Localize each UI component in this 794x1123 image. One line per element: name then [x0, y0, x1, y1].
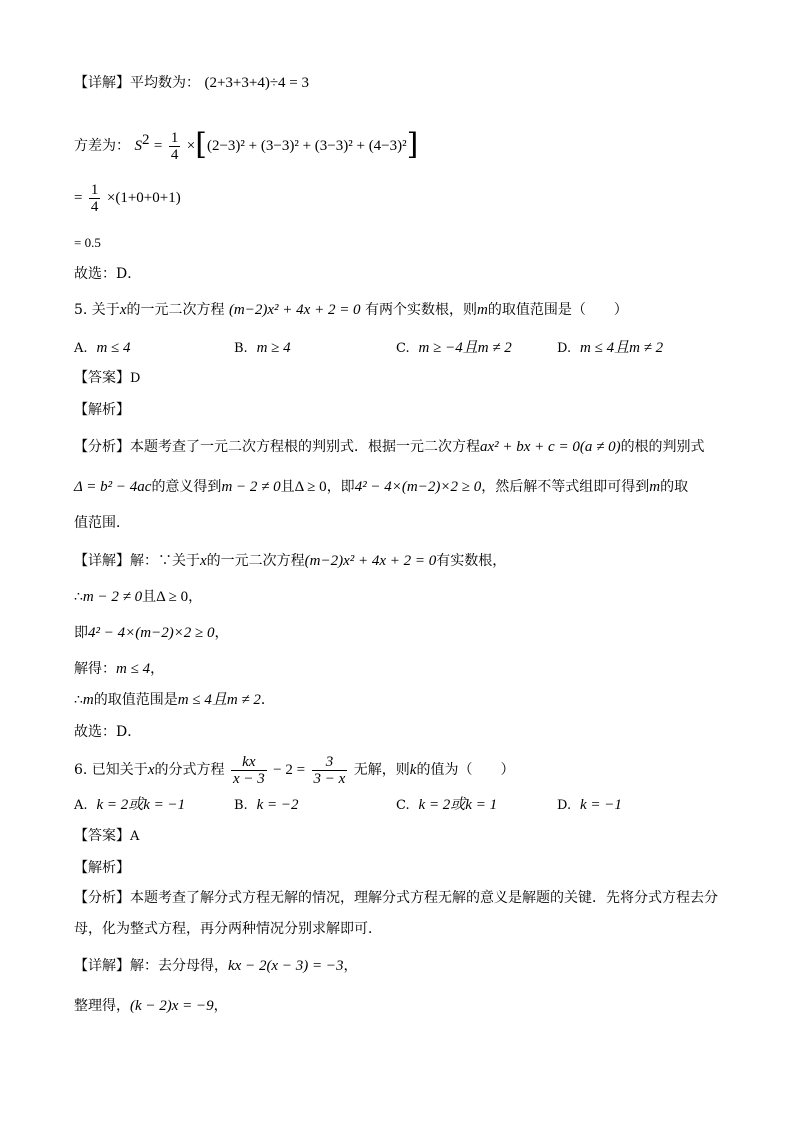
q6-stem: 6. 已知关于x的分式方程 $\frac{kx}{x - 3}$ − 2 = $\frac{3}{3 - x}$ 无解，则k的值为（ ） — [74, 753, 515, 787]
q5-stem-post: 有两个实数根，则 — [365, 302, 478, 318]
q4-second-line — [74, 180, 181, 216]
q6-analysis-p1: 【分析】本题考查了解分式方程无解的情况，理解分式方程无解的意义是解题的关键．先将分式方程去分 — [74, 890, 718, 906]
q5-analysis-tag: 【解析】 — [74, 402, 130, 418]
q5-detail-3: 即4² − 4×(m−2)×2 ≥ 0， — [74, 625, 229, 641]
variance-label: 方差为： — [74, 138, 130, 154]
fraction-one-quarter-2 — [89, 182, 101, 215]
q6-detail-1: 【详解】解：去分母得，kx − 2(x − 3) = −3， — [74, 958, 358, 974]
q5-equation: (m−2)x² + 4x + 2 = 0 — [228, 302, 361, 318]
fraction-one-quarter — [169, 130, 181, 163]
q5-stem-mid: 的一元二次方程 — [126, 302, 225, 318]
q6-fraction-kx: $\frac{kx}{x - 3}$ — [232, 753, 265, 787]
variance-terms: (2−3)² + (3−3)² + (3−3)² + (4−3)² — [206, 138, 407, 154]
q6-answer: A — [130, 829, 140, 844]
q6-option-b: B. k = −2 — [234, 797, 299, 813]
q5-analysis-p3: 值范围． — [74, 515, 130, 531]
q5-option-c: C. m ≥ −4且m ≠ 2 — [396, 340, 512, 356]
q5-stem-pre: 5. 关于 — [74, 302, 120, 318]
q5-detail-5: ∴m的取值范围是m ≤ 4且m ≠ 2． — [74, 692, 275, 708]
q4-variance-line — [74, 122, 418, 164]
left-bracket: [ — [195, 127, 207, 162]
mean-expression: (2+3+3+4)÷4 = 3 — [204, 75, 310, 91]
q6-detail-2: 整理得，(k − 2)x = −9， — [74, 998, 228, 1014]
q4-mean-line — [74, 73, 309, 93]
q6-option-a: A. k = 2或k = −1 — [74, 797, 186, 813]
right-bracket: ] — [406, 127, 419, 162]
q5-stem-end: 的取值范围是（ ） — [487, 302, 628, 318]
q4-choose: 故选：D． — [74, 266, 142, 282]
frac-denominator: 4 — [90, 198, 99, 215]
answer-tag: 【答案】 — [74, 370, 130, 386]
equals: = — [74, 190, 83, 206]
q5-choose: 故选：D． — [74, 724, 142, 740]
equals: = — [153, 138, 163, 154]
q5-answer: D — [130, 371, 141, 386]
q5-option-a: A. m ≤ 4 — [74, 340, 131, 356]
q5-detail-4: 解得：m ≤ 4， — [74, 661, 165, 677]
sum-expression: ×(1+0+0+1) — [106, 190, 181, 206]
q5-option-b: B. m ≥ 4 — [234, 340, 291, 356]
q4-result: = 0.5 — [74, 235, 101, 250]
times-sign: × — [186, 138, 196, 154]
q6-analysis-tag: 【解析】 — [74, 860, 130, 876]
answer-tag: 【答案】 — [74, 828, 130, 844]
frac-denominator: 4 — [170, 146, 179, 163]
q5-detail-2: ∴m − 2 ≠ 0且Δ ≥ 0， — [74, 589, 203, 605]
frac-numerator: 1 — [170, 129, 179, 146]
frac-numerator: 1 — [90, 181, 99, 198]
q5-var-x: x — [119, 302, 127, 318]
q5-var-m: m — [477, 302, 488, 318]
detail-tag: 【详解】 — [74, 75, 130, 91]
q6-option-c: C. k = 2或k = 1 — [396, 797, 498, 813]
general-quadratic: ax² + bx + c = 0(a ≠ 0) — [480, 439, 621, 455]
q5-answer-line — [74, 368, 140, 389]
q5-analysis-p2: Δ = b² − 4ac的意义得到m − 2 ≠ 0且Δ ≥ 0，即4² − 4×(m−2)×2 ≥ 0，然后解不等式组即可得到m的取 — [74, 479, 689, 495]
q6-answer-line — [74, 826, 139, 847]
q6-analysis-p2: 母，化为整式方程，再分两种情况分别求解即可． — [74, 921, 382, 937]
s-symbol: S — [134, 138, 142, 154]
q5-analysis-p1: 【分析】本题考查了一元二次方程根的判别式．根据一元二次方程ax² + bx + c = 0(a ≠ 0)的根的判别式 — [74, 439, 705, 455]
q5-option-d: D. m ≤ 4且m ≠ 2 — [557, 340, 664, 356]
mean-label: 平均数为： — [130, 75, 200, 91]
q5-detail-1: 【详解】解：∵关于x的一元二次方程(m−2)x² + 4x + 2 = 0有实数根， — [74, 553, 507, 569]
q5-stem — [74, 300, 628, 320]
q6-fraction-3: $\frac{3}{3 - x}$ — [313, 753, 346, 787]
q6-option-d: D. k = −1 — [557, 797, 622, 813]
s-exponent: 2 — [141, 132, 150, 148]
